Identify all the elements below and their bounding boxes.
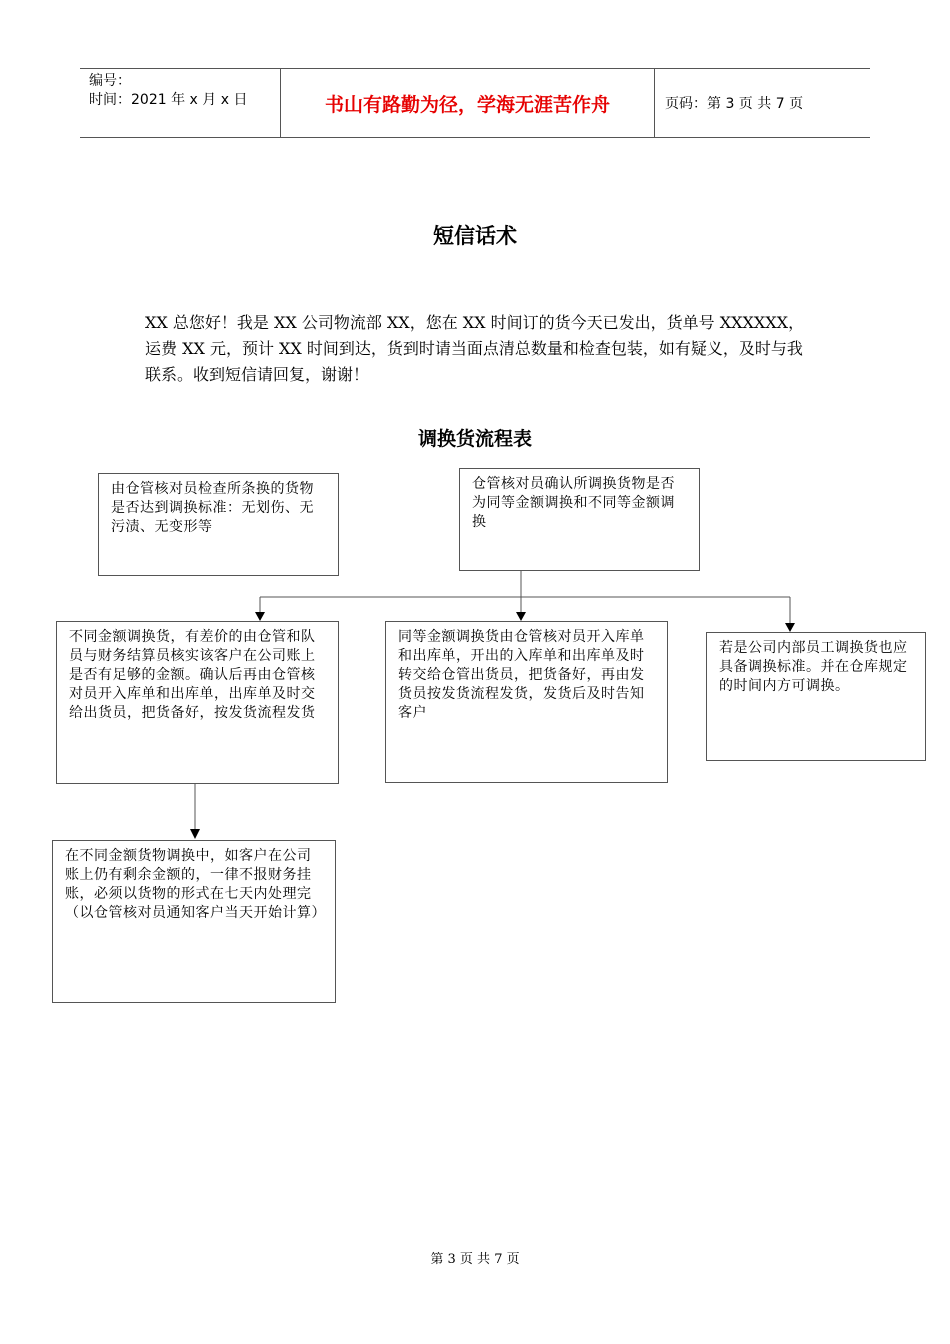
- motto: 书山有路勤为径，学海无涯苦作舟: [281, 69, 655, 137]
- flow-box-confirm: 仓管核对员确认所调换货物是否为同等金额调换和不同等金额调换: [459, 468, 700, 571]
- flow-title: 调换货流程表: [417, 428, 532, 450]
- page-label: 页码：第 3 页 共 7 页: [665, 96, 804, 112]
- number-label: 编号：: [89, 73, 131, 89]
- page-footer: 第 3 页 共 7 页: [430, 1252, 520, 1267]
- arrow-head: [255, 612, 265, 621]
- flow-box-same: 同等金额调换货由仓管核对员开入库单和出库单，开出的入库单和出库单及时转交给仓管出货员，把货备好，再由发货员按发货流程发货，发货后及时告知客户: [385, 621, 668, 783]
- arrow-head: [785, 623, 795, 632]
- arrow-head: [190, 829, 200, 839]
- page-title: 短信话术: [433, 224, 517, 248]
- date-label: 时间：2021 年 x 月 x 日: [89, 92, 248, 108]
- sms-text: XX 总您好！我是 XX 公司物流部 XX，您在 XX 时间订的货今天已发出，货单号 XXXXXX，运费 XX 元，预计 XX 时间到达，货到时请当面点清总数量和检查包装，如有疑义，及时与我联系。收到短信请回复，谢谢！: [145, 313, 805, 384]
- flow-box-balance: 在不同金额货物调换中，如客户在公司账上仍有剩余金额的，一律不报财务挂账，必须以货物的形式在七天内处理完（以仓管核对员通知客户当天开始计算）: [52, 840, 336, 1003]
- flow-box-check: 由仓管核对员检查所条换的货物是否达到调换标准：无划伤、无污渍、无变形等: [98, 473, 339, 576]
- flow-box-internal: 若是公司内部员工调换货也应具备调换标准。并在仓库规定的时间内方可调换。: [706, 632, 926, 761]
- flow-box-diff: 不同金额调换货，有差价的由仓管和队员与财务结算员核实该客户在公司账上是否有足够的金额。确认后再由仓管核对员开入库单和出库单，出库单及时交给出货员，把货备好，按发货流程发货: [56, 621, 339, 784]
- arrow-head: [516, 612, 526, 621]
